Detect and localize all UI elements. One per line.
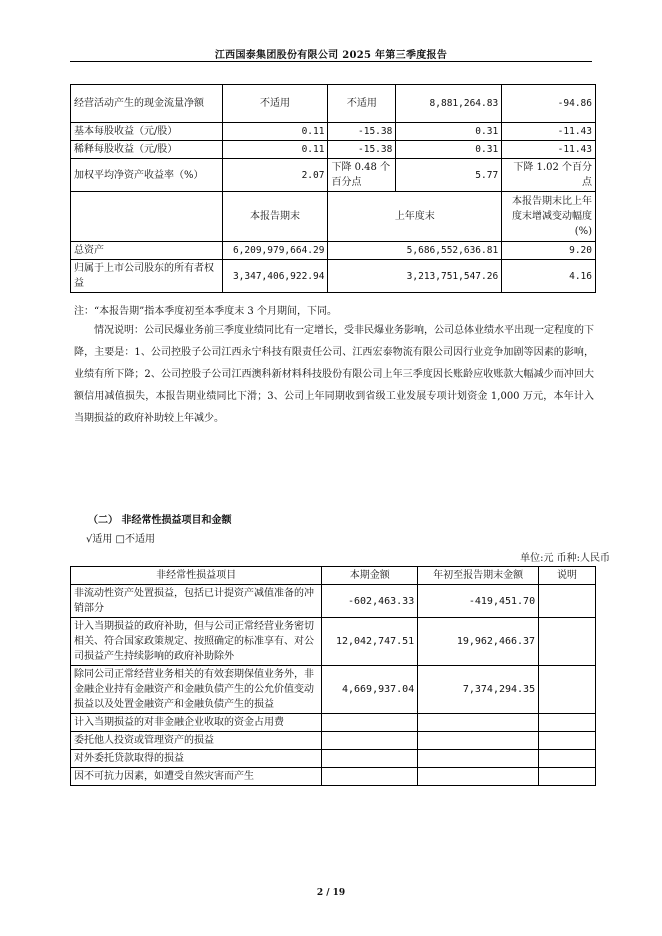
cell: -15.38 [328,141,396,159]
table-row [71,750,596,768]
page-number: 2 / 19 [316,888,346,898]
row-label: 归属于上市公司股东的所有者权益 [71,260,223,293]
cell: -15.38 [328,123,396,141]
table-note: 注：“本报告期”指本季度初至本季度末 3 个月期间，下同。 [74,306,337,317]
column-header: 本期金额 [322,567,418,585]
table-row [71,123,596,141]
cell: -94.86 [502,85,596,123]
cell: 2.07 [222,159,328,192]
cell: 0.31 [396,123,502,141]
cell [322,750,418,768]
table-header-row [71,567,596,585]
financial-indicators-table [70,84,596,293]
table-row [71,714,596,732]
column-header: 年初至报告期末金额 [418,567,539,585]
column-header: 说明 [539,567,596,585]
cell [418,714,539,732]
cell: -11.43 [502,123,596,141]
column-header: 本报告期末比上年度末增减变动幅度(%) [502,192,596,242]
cell [539,585,596,618]
cell [539,714,596,732]
row-label: 加权平均净资产收益率（%） [71,159,223,192]
row-label: 总资产 [71,242,223,260]
cell [322,732,418,750]
table-row [71,666,596,714]
cell: 8,881,264.83 [396,85,502,123]
table-row [71,585,596,618]
non-recurring-items-table [70,566,596,786]
report-header: 江西国泰集团股份有限公司 2025 年第三季度报告 [214,50,448,61]
item-label: 委托他人投资或管理资产的损益 [71,732,322,750]
cell: 6,209,979,664.29 [222,242,328,260]
cell [322,768,418,786]
cell: 5,686,552,636.81 [328,242,502,260]
table-row [71,732,596,750]
cell: 4.16 [502,260,596,293]
row-label: 稀释每股收益（元/股） [71,141,223,159]
header-rule [70,61,592,62]
applicability-line: √适用 □不适用 [86,534,155,545]
cell: -602,463.33 [322,585,418,618]
item-label: 对外委托贷款取得的损益 [71,750,322,768]
cell [322,714,418,732]
table-header-row [71,192,596,242]
cell [418,768,539,786]
cell [418,732,539,750]
cell [418,750,539,768]
unit-currency-line: 单位:元 币种:人民币 [520,553,610,564]
cell: 下降 0.48 个百分点 [328,159,396,192]
item-label: 除同公司正常经营业务相关的有效套期保值业务外，非金融企业持有金融资产和金融负债产生的公允价值变动损益以及处置金融资产和金融负债产生的损益 [71,666,322,714]
table-row [71,768,596,786]
cell: 12,042,747.51 [322,618,418,666]
cell: 0.31 [396,141,502,159]
table-row [71,242,596,260]
table-row [71,85,596,123]
cell [539,618,596,666]
cell: 4,669,937.04 [322,666,418,714]
cell: -11.43 [502,141,596,159]
item-label: 因不可抗力因素，如遭受自然灾害而产生 [71,768,322,786]
cell: 不适用 [222,85,328,123]
row-label: 经营活动产生的现金流量净额 [71,85,223,123]
item-label: 计入当期损益的政府补助，但与公司正常经营业务密切相关、符合国家政策规定、按照确定的标准享有、对公司损益产生持续影响的政府补助除外 [71,618,322,666]
cell [539,750,596,768]
cell [539,666,596,714]
cell: 3,213,751,547.26 [328,260,502,293]
blank-cell [71,192,223,242]
cell: 0.11 [222,123,328,141]
column-header: 本报告期末 [222,192,328,242]
cell: 0.11 [222,141,328,159]
column-header: 非经常性损益项目 [71,567,322,585]
cell: -419,451.70 [418,585,539,618]
item-label: 计入当期损益的对非金融企业收取的资金占用费 [71,714,322,732]
column-header: 上年度末 [328,192,502,242]
cell: 7,374,294.35 [418,666,539,714]
row-label: 基本每股收益（元/股） [71,123,223,141]
cell: 3,347,406,922.94 [222,260,328,293]
table-row [71,141,596,159]
cell: 9.20 [502,242,596,260]
section-title: （二） 非经常性损益项目和金额 [88,515,232,526]
cell: 19,962,466.37 [418,618,539,666]
cell [539,732,596,750]
table-row [71,260,596,293]
cell: 下降 1.02 个百分点 [502,159,596,192]
table-row [71,159,596,192]
table-row [71,618,596,666]
cell: 5.77 [396,159,502,192]
explanation-paragraph: 情况说明：公司民爆业务前三季度业绩同比有一定增长，受非民爆业务影响，公司总体业绩水平出现一定程度的下降，主要是：1、公司控股子公司江西永宁科技有限责任公司、江西宏泰物流有限公司因行业竞争加剧等因素的影响，业绩有所下降；2、公司控股子公司江西澳科新材料科技股份有限公司上年三季度因长账龄应收账款大幅减少而冲回大额信用减值损失，本报告期业绩同比下滑；3、公司上年同期收到省级工业发展专项计划资金 1,000 万元，本年计入当期损益的政府补助较上年减少。 [74,325,594,424]
cell [539,768,596,786]
cell: 不适用 [328,85,396,123]
item-label: 非流动性资产处置损益，包括已计提资产减值准备的冲销部分 [71,585,322,618]
